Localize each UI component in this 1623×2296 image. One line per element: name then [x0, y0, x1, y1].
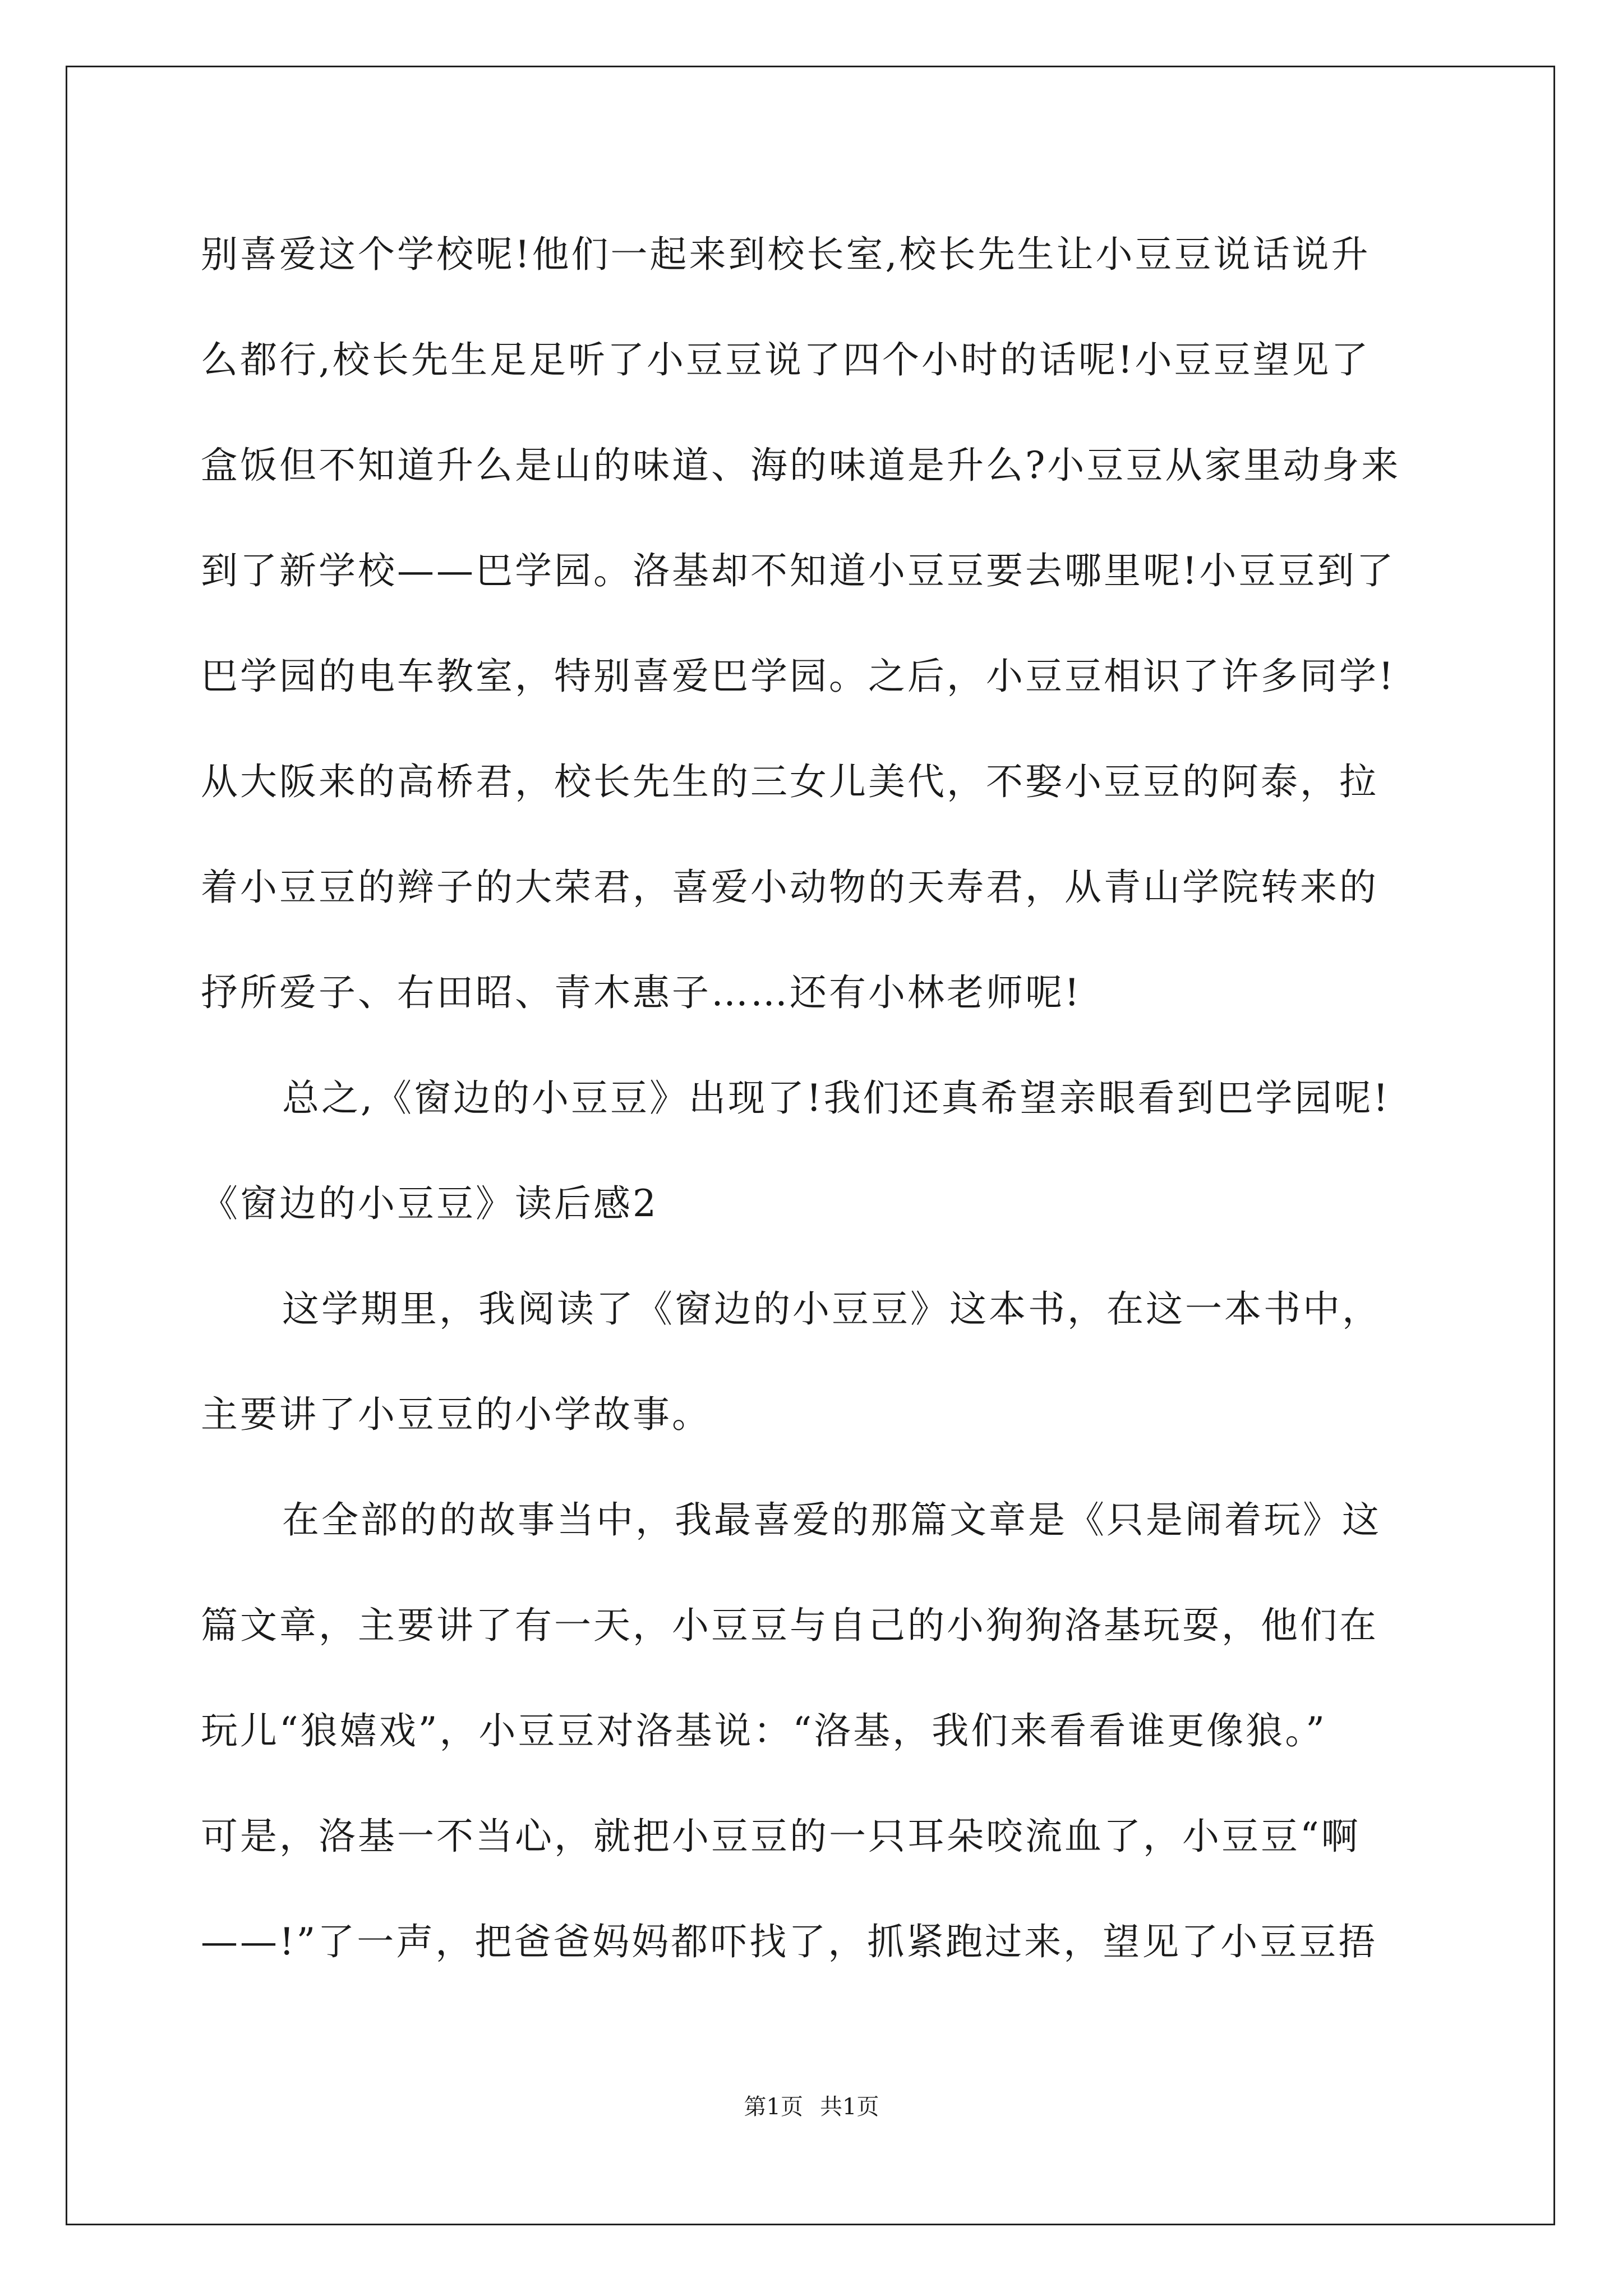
text-line: 着小豆豆的辫子的大荣君，喜爱小动物的天寿君，从青山学院转来的 — [201, 866, 1378, 909]
page-total: 共1页 — [820, 2094, 879, 2120]
text-line: 篇文章，主要讲了有一天，小豆豆与自己的小狗狗洛基玩耍，他们在 — [201, 1604, 1378, 1647]
text-line: 巴学园的电车教室，特别喜爱巴学园。之后，小豆豆相识了许多同学! — [201, 655, 1396, 698]
text-line: 到了新学校——巴学园。洛基却不知道小豆豆要去哪里呢!小豆豆到了 — [201, 549, 1396, 592]
paragraph-first-line: 这学期里，我阅读了《窗边的小豆豆》这本书，在这一本书中， — [282, 1287, 1381, 1331]
text-line: 从大阪来的高桥君，校长先生的三女儿美代，不娶小豆豆的阿泰，拉 — [201, 760, 1378, 803]
text-line: 玩儿“狼嬉戏”，小豆豆对洛基说：“洛基，我们来看看谁更像狼。” — [201, 1709, 1327, 1752]
text-line: 么都行,校长先生足足听了小豆豆说了四个小时的话呢!小豆豆望见了 — [201, 338, 1371, 381]
text-line: 盒饭但不知道升么是山的味道、海的味道是升么?小豆豆从家里动身来 — [201, 444, 1401, 487]
text-line: ——!”了一声，把爸爸妈妈都吓找了，抓紧跑过来，望见了小豆豆捂 — [201, 1920, 1378, 1963]
paragraph-first-line: 在全部的的故事当中，我最喜爱的那篇文章是《只是闹着玩》这 — [282, 1498, 1381, 1542]
document-body — [201, 202, 1435, 1995]
text-line: 可是，洛基一不当心，就把小豆豆的一只耳朵咬流血了，小豆豆“啊 — [201, 1815, 1361, 1858]
page-footer — [0, 2090, 1623, 2124]
text-line: 主要讲了小豆豆的小学故事。 — [201, 1393, 711, 1436]
section-heading: 《窗边的小豆豆》读后感2 — [201, 1182, 658, 1225]
text-line: 别喜爱这个学校呢!他们一起来到校长室,校长先生让小豆豆说话说升 — [201, 233, 1371, 276]
text-line: 抒所爱子、右田昭、青木惠子……还有小林老师呢! — [201, 971, 1082, 1014]
paragraph-first-line: 总之,《窗边的小豆豆》出现了!我们还真希望亲眼看到巴学园呢! — [282, 1076, 1391, 1120]
page-number: 第1页 — [744, 2094, 803, 2120]
